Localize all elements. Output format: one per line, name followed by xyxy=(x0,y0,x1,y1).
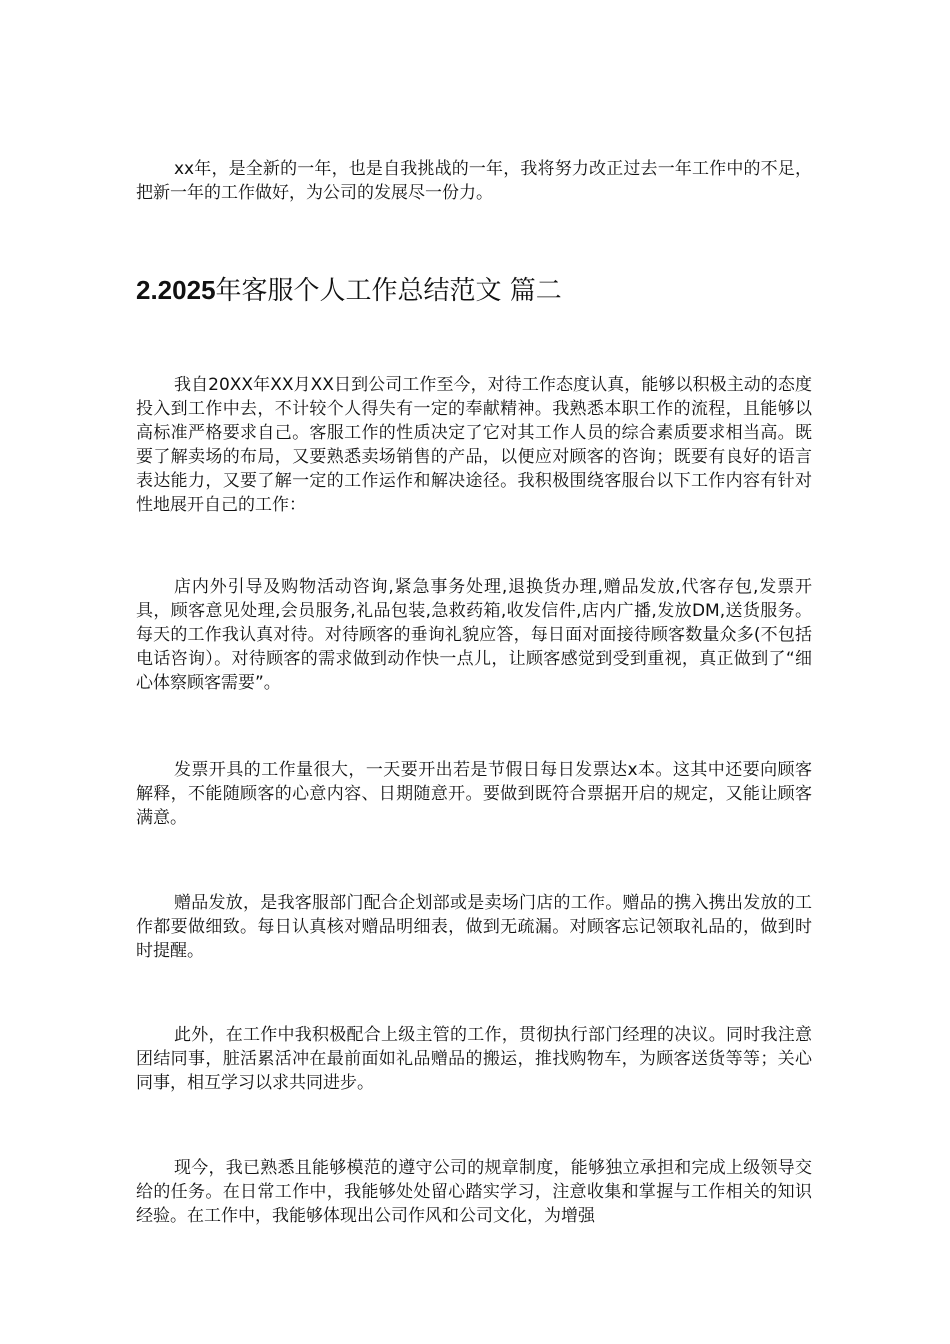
paragraph-5: 此外，在工作中我积极配合上级主管的工作，贯彻执行部门经理的决议。同时我注意团结同事，脏活累活冲在最前面如礼品赠品的搬运，推找购物车，为顾客送货等等；关心同事，相互学习以求共同进步。 xyxy=(136,1025,812,1093)
paragraph-3: 发票开具的工作量很大，一天要开出若是节假日每日发票达x本。这其中还要向顾客解释，不能随顾客的心意内容、日期随意开。要做到既符合票据开启的规定，又能让顾客满意。 xyxy=(136,760,812,828)
section-heading xyxy=(136,273,812,308)
paragraph-1: 我自20XX年XX月XX日到公司工作至今，对待工作态度认真，能够以积极主动的态度投入到工作中去，不计较个人得失有一定的奉献精神。我熟悉本职工作的流程，且能够以高标准严格要求自己。客服工作的性质决定了它对其工作人员的综合素质要求相当高。既要了解卖场的布局，又要熟悉卖场销售的产品，以便应对顾客的咨询；既要有良好的语言表达能力，又要了解一定的工作运作和解决途径。我积极围绕客服台以下工作内容有针对性地展开自己的工作： xyxy=(136,375,812,515)
paragraph-2: 店内外引导及购物活动咨询,紧急事务处理,退换货办理,赠品发放,代客存包,发票开具，顾客意见处理,会员服务,礼品包装,急救药箱,收发信件,店内广播,发放DM,送货服务。每天的工作我认真对待。对待顾客的垂询礼貌应答，每日面对面接待顾客数量众多(不包括电话咨询）。对待顾客的需求做到动作快一点儿，让顾客感觉到受到重视，真正做到了“细心体察顾客需要”。 xyxy=(136,577,812,693)
intro-paragraph: xx年，是全新的一年，也是自我挑战的一年，我将努力改正过去一年工作中的不足，把新一年的工作做好，为公司的发展尽一份力。 xyxy=(136,159,812,203)
paragraph-4: 赠品发放，是我客服部门配合企划部或是卖场门店的工作。赠品的携入携出发放的工作都要做细致。每日认真核对赠品明细表，做到无疏漏。对顾客忘记领取礼品的，做到时时提醒。 xyxy=(136,893,812,961)
section-heading-number: 2.2025 xyxy=(136,275,216,305)
paragraph-6: 现今，我已熟悉且能够模范的遵守公司的规章制度，能够独立承担和完成上级领导交给的任务。在日常工作中，我能够处处留心踏实学习，注意收集和掌握与工作相关的知识经验。在工作中，我能够体现出公司作风和公司文化，为增强 xyxy=(136,1158,812,1226)
section-heading-text: 年客服个人工作总结范文 篇二 xyxy=(215,276,562,306)
